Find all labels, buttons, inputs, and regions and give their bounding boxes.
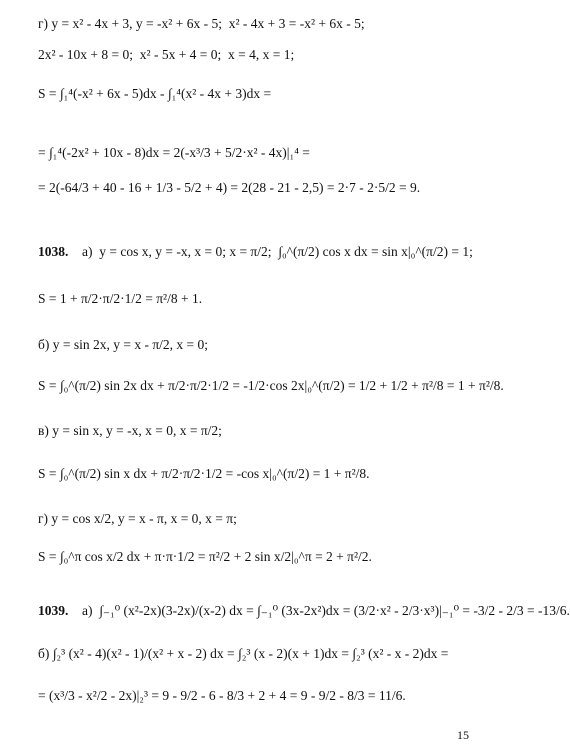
text-line: б) ∫₂³ (x² - 4)(x² - 1)/(x² + x - 2) dx = ∫₂³ (x - 2)(x + 1)dx = ∫₂³ (x² - x - 2)dx =	[38, 646, 449, 661]
text-line: а) ∫₋₁⁰ (x²-2x)(3-2x)/(x-2) dx = ∫₋₁⁰ (3x-2x²)dx = (3/2·x² - 2/3·x³)|₋₁⁰ = -3/2 - 2/3 = -13/6.	[82, 603, 570, 618]
text-line: S = ∫₀^π cos x/2 dx + π·π·1/2 = π²/2 + 2 sin x/2|₀^π = 2 + π²/2.	[38, 549, 372, 564]
text-line: S = ∫₀^(π/2) sin x dx + π/2·π/2·1/2 = -cos x|₀^(π/2) = 1 + π²/8.	[38, 466, 370, 481]
page-number: 15	[457, 728, 469, 742]
text-line: S = ∫₁⁴(-x² + 6x - 5)dx - ∫₁⁴(x² - 4x + 3)dx =	[38, 86, 272, 101]
text-line: 2x² - 10x + 8 = 0; x² - 5x + 4 = 0; x = 4, x = 1;	[38, 47, 295, 62]
text-line: = ∫₁⁴(-2x² + 10x - 8)dx = 2(-x³/3 + 5/2·x² - 4x)|₁⁴ =	[38, 145, 310, 160]
text-line: г) y = cos x/2, y = x - π, x = 0, x = π;	[38, 511, 237, 526]
text-line: в) y = sin x, y = -x, x = 0, x = π/2;	[38, 423, 222, 438]
text-line: г) y = x² - 4x + 3, y = -x² + 6x - 5; x² - 4x + 3 = -x² + 6x - 5;	[38, 16, 365, 31]
problem-number: 1038.	[38, 244, 69, 259]
text-line: = (x³/3 - x²/2 - 2x)|₂³ = 9 - 9/2 - 6 - 8/3 + 2 + 4 = 9 - 9/2 - 8/3 = 11/6.	[38, 688, 406, 703]
text-line: а) y = cos x, y = -x, x = 0; x = π/2; ∫₀^(π/2) cos x dx = sin x|₀^(π/2) = 1;	[82, 244, 473, 259]
text-line: = 2(-64/3 + 40 - 16 + 1/3 - 5/2 + 4) = 2(28 - 21 - 2,5) = 2·7 - 2·5/2 = 9.	[38, 180, 421, 195]
problem-number: 1039.	[38, 603, 69, 618]
text-line: S = 1 + π/2·π/2·1/2 = π²/8 + 1.	[38, 291, 203, 306]
text-line: б) y = sin 2x, y = x - π/2, x = 0;	[38, 337, 209, 352]
text-line: S = ∫₀^(π/2) sin 2x dx + π/2·π/2·1/2 = -1/2·cos 2x|₀^(π/2) = 1/2 + 1/2 + π²/8 = 1 + π²/8.	[38, 378, 504, 393]
